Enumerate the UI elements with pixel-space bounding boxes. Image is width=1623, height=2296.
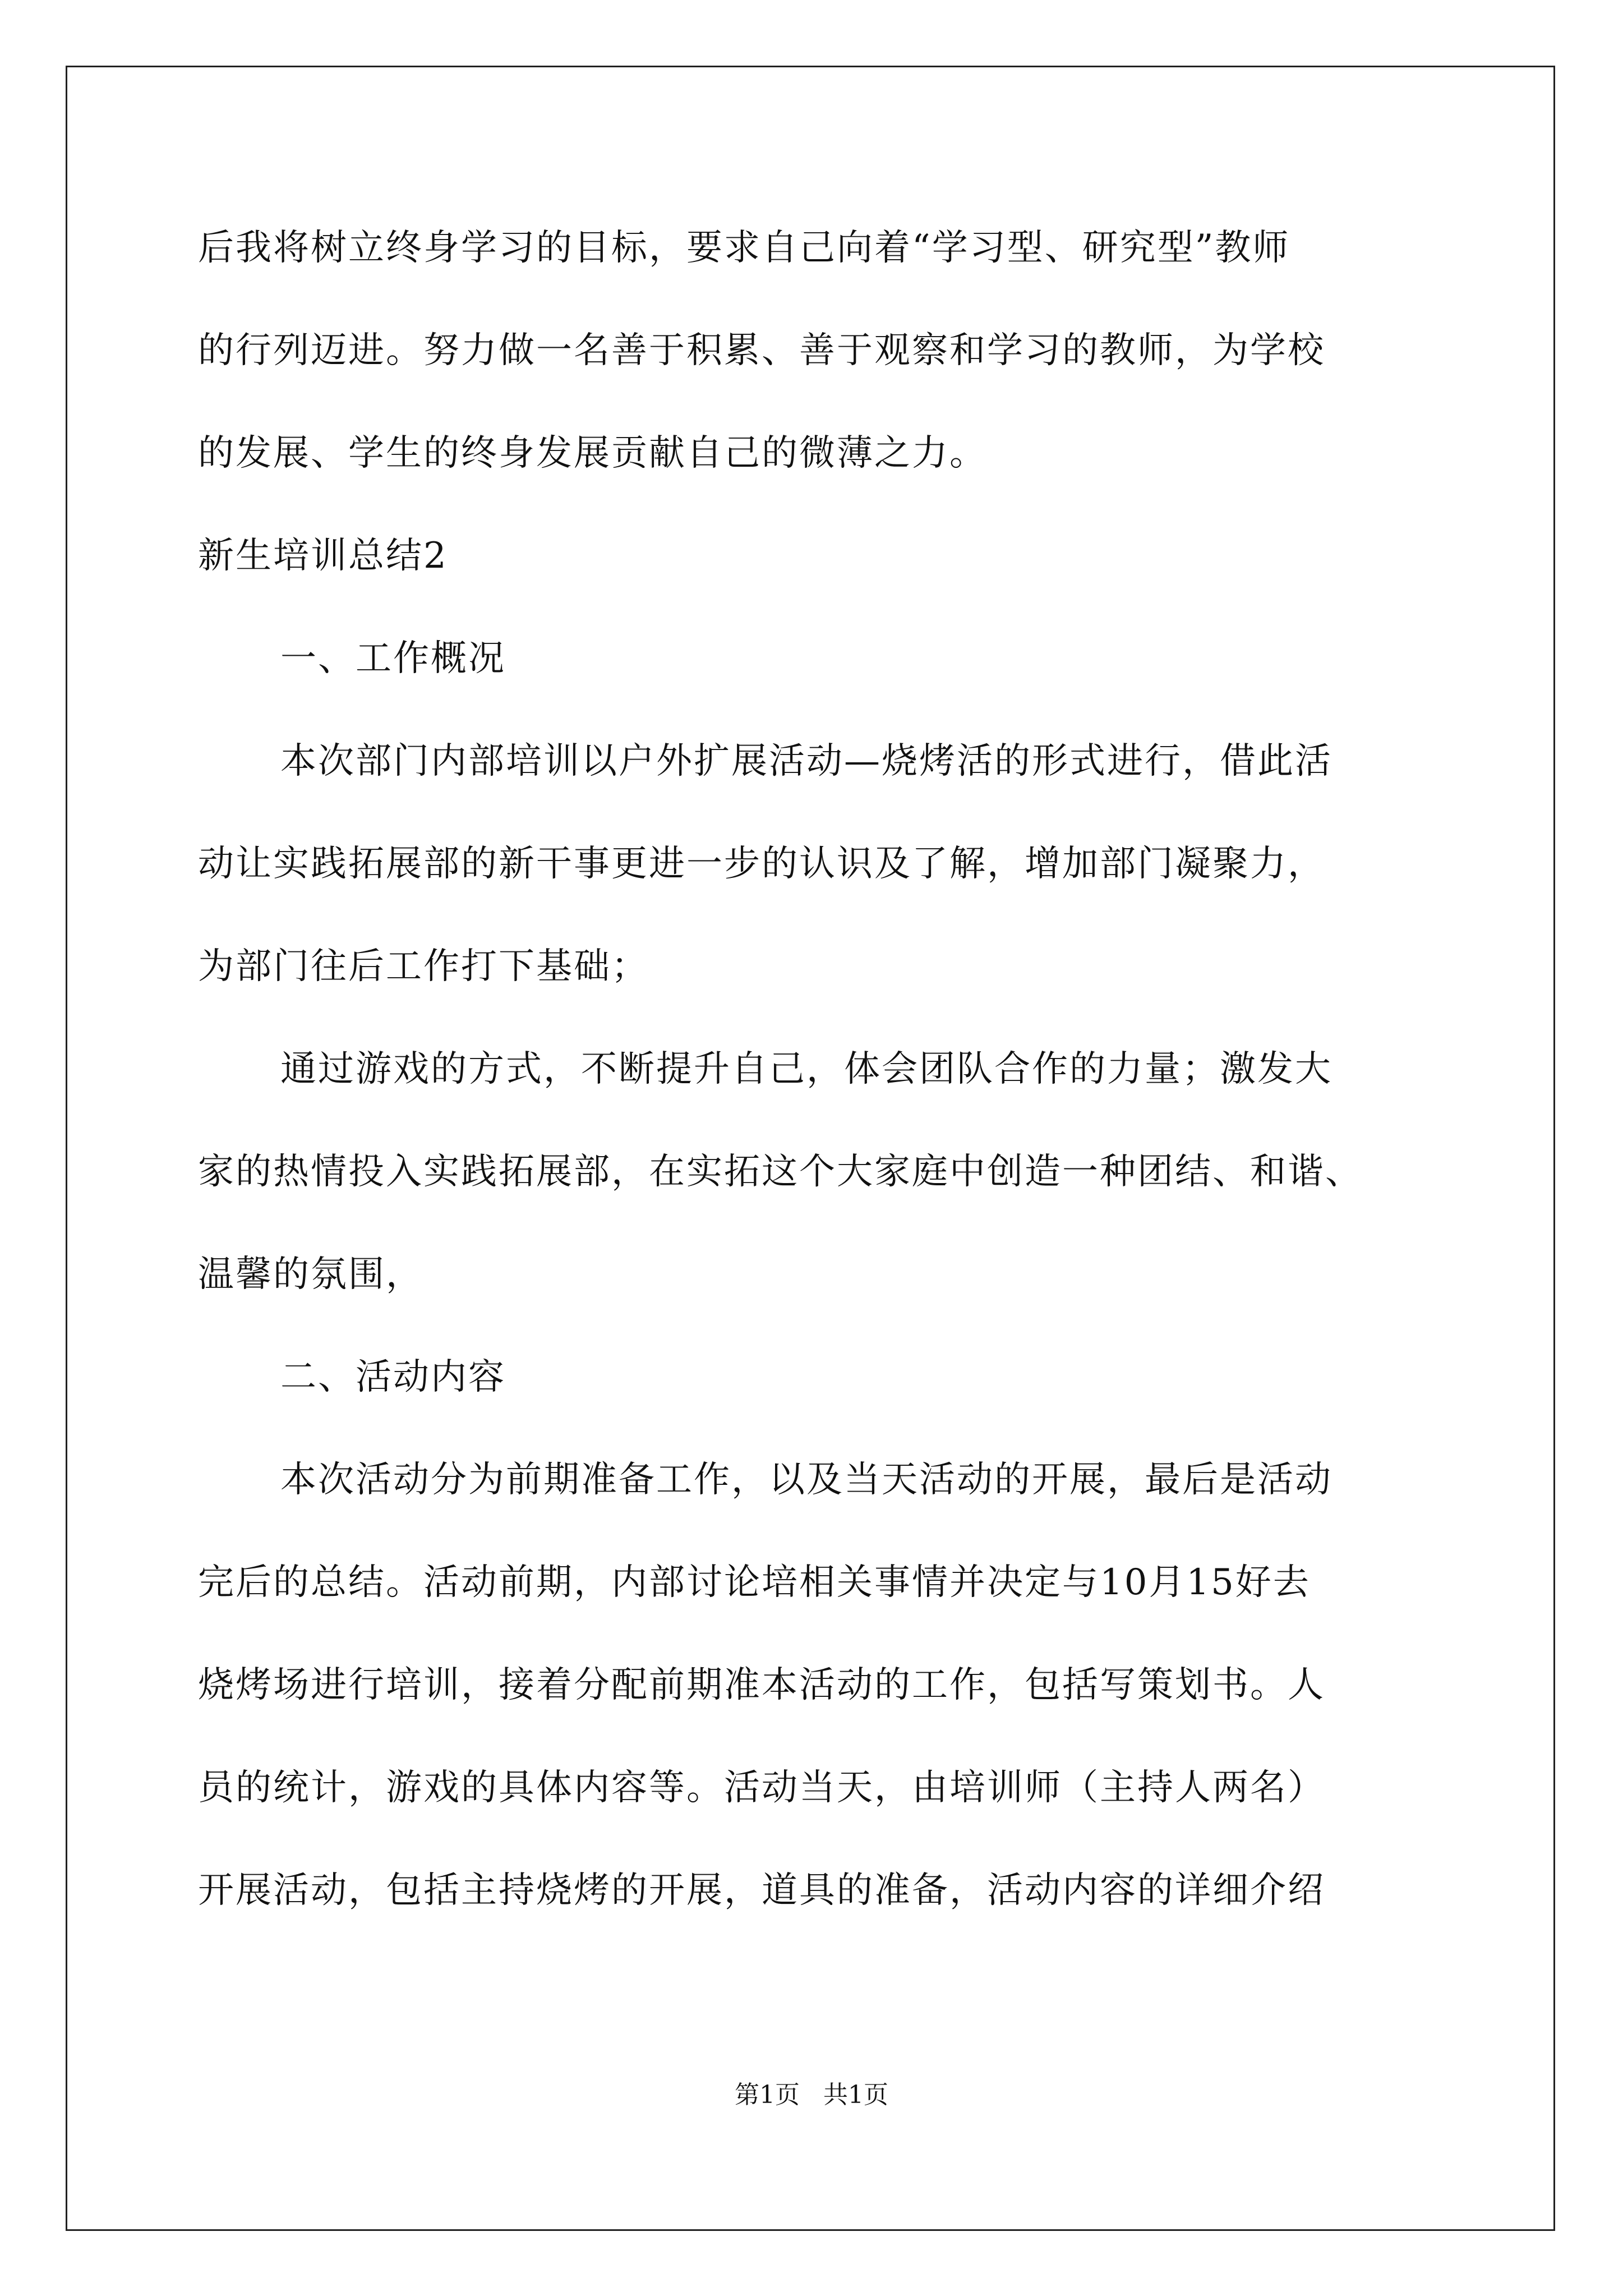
body-text-line: 为部门往后工作打下基础； bbox=[198, 946, 649, 987]
body-text-line: 烧烤场进行培训，接着分配前期准本活动的工作，包括写策划书。人 bbox=[198, 1664, 1325, 1706]
page-footer: 第1页 共1页 bbox=[735, 2081, 888, 2109]
body-text-line: 家的热情投入实践拓展部，在实拓这个大家庭中创造一种团结、和谐、 bbox=[198, 1151, 1363, 1193]
body-text-line: 的行列迈进。努力做一名善于积累、善于观察和学习的教师，为学校 bbox=[198, 330, 1325, 371]
section-title: 新生培训总结2 bbox=[198, 535, 448, 577]
section-heading: 一、工作概况 bbox=[280, 638, 506, 679]
body-text-line: 后我将树立终身学习的目标，要求自己向着“学习型、研究型”教师 bbox=[198, 227, 1290, 269]
body-text-line: 完后的总结。活动前期，内部讨论培相关事情并决定与10月15好去 bbox=[198, 1562, 1311, 1603]
body-text-line: 动让实践拓展部的新干事更进一步的认识及了解，增加部门凝聚力， bbox=[198, 843, 1325, 885]
body-text-line: 温馨的氛围， bbox=[198, 1254, 423, 1295]
body-text-line: 开展活动，包括主持烧烤的开展，道具的准备，活动内容的详细介绍 bbox=[198, 1870, 1325, 1911]
body-text-line: 本次部门内部培训以户外扩展活动—烧烤活的形式进行，借此活 bbox=[280, 740, 1332, 782]
body-text-line: 员的统计，游戏的具体内容等。活动当天，由培训师（主持人两名） bbox=[198, 1767, 1325, 1809]
body-text-line: 的发展、学生的终身发展贡献自己的微薄之力。 bbox=[198, 432, 987, 474]
body-text-line: 本次活动分为前期准备工作，以及当天活动的开展，最后是活动 bbox=[280, 1459, 1332, 1501]
section-heading: 二、活动内容 bbox=[280, 1356, 506, 1398]
body-text-line: 通过游戏的方式，不断提升自己，体会团队合作的力量；激发大 bbox=[280, 1048, 1332, 1090]
